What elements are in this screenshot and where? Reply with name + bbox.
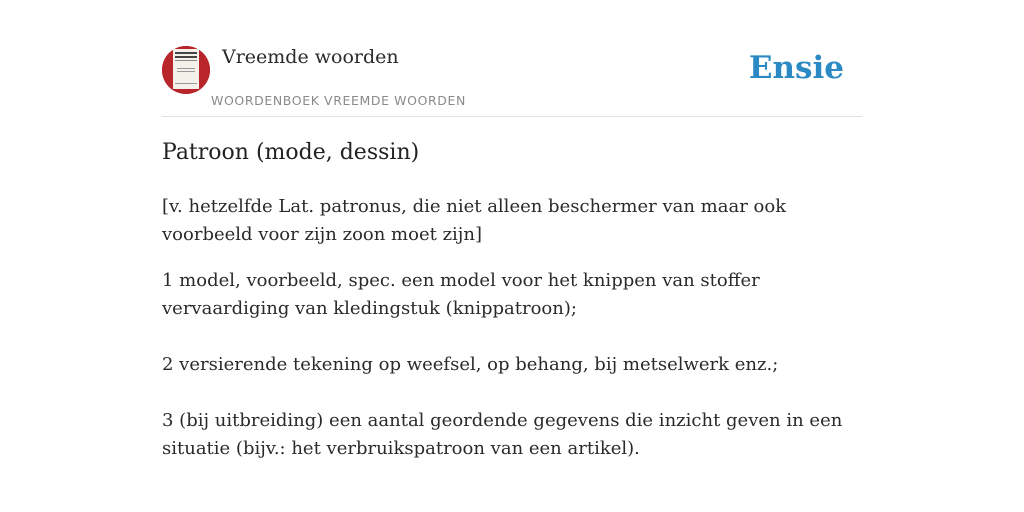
book-cover-icon-graphic	[162, 46, 210, 94]
brand-logo[interactable]: Ensie	[748, 50, 844, 86]
entry-sense: 2 versierende tekening op weefsel, op behang, bij metselwerk enz.;	[162, 354, 779, 375]
book-cover-icon[interactable]	[162, 46, 210, 94]
entry-sense: 3 (bij uitbreiding) een aantal geordende gegevens die inzicht geven in een situatie (bijv.: het verbruikspatroon van een artikel).	[162, 410, 843, 459]
page-container	[162, 0, 862, 512]
entry-term: Patroon (mode, dessin)	[162, 140, 420, 165]
entry-etymology: [v. hetzelfde Lat. patronus, die niet alleen beschermer van maar ook voorbeeld voor zijn zoon moet zijn]	[162, 196, 787, 245]
source-subtitle: WOORDENBOEK VREEMDE WOORDEN	[211, 93, 466, 108]
header	[162, 0, 862, 117]
entry-sense: 1 model, voorbeeld, spec. een model voor het knippen van stoffer vervaardiging van kledingstuk (knippatroon);	[162, 270, 760, 319]
source-title[interactable]: Vreemde woorden	[222, 46, 399, 68]
